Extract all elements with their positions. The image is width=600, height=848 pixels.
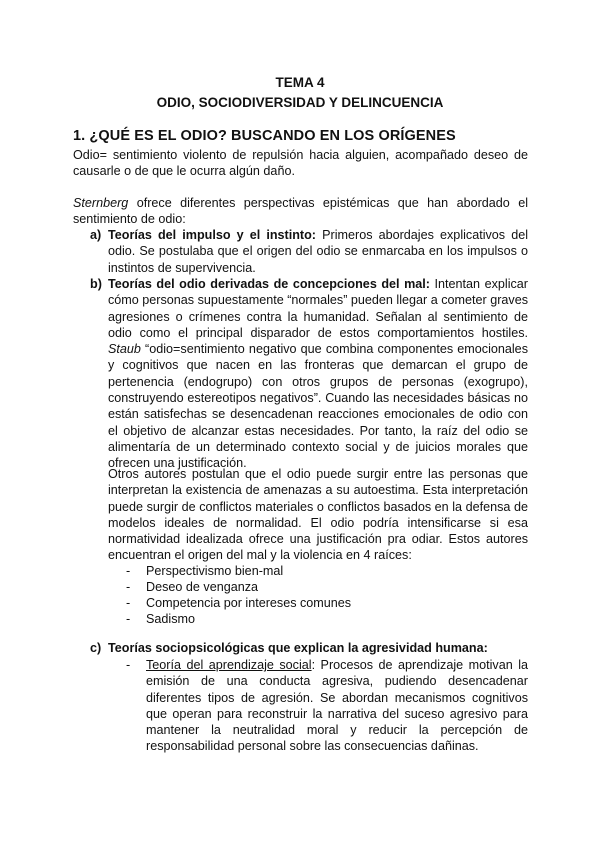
list-marker-a: a) — [90, 228, 102, 242]
list-dash: - — [126, 658, 131, 672]
section-heading: 1. ¿QUÉ ES EL ODIO? BUSCANDO EN LOS ORÍGENES — [73, 128, 456, 144]
item-c-sub-paragraph: Teoría del aprendizaje social: Procesos de aprendizaje motivan la emisión de una conducta agresiva, pudiendo desencadenar diferentes tipos de agresión. Se abordan mecanismos cognitivos que operan para reconstruir la narrativa del suceso agresivo para mantener la neutralidad moral y reducir la percepción de responsabilidad personal sobre las consecuencias dañinas. — [146, 658, 529, 754]
list-marker-b: b) — [90, 277, 102, 291]
item-a-title: Teorías del impulso y el instinto: — [108, 228, 317, 242]
author-sternberg: Sternberg — [73, 196, 129, 210]
list-marker-c: c) — [90, 641, 102, 655]
root-item: Sadismo — [146, 612, 195, 626]
list-dash: - — [126, 596, 131, 610]
document-subtitle: ODIO, SOCIODIVERSIDAD Y DELINCUENCIA — [156, 95, 444, 110]
document-title: TEMA 4 — [275, 75, 325, 90]
root-item: Deseo de venganza — [146, 580, 259, 594]
item-b-paragraph-2: Otros autores postulan que el odio puede surgir entre las personas que interpretan la existencia de amenazas a su autoestima. Esta interpretación puede surgir de conflictos materiales o conflictos basados en la defensa de modelos ideales de normalidad. El odio podría intensificarse si esa normatividad idealizada ofrece una justificación pra odiar. Estos autores encuentran el origen del mal y la violencia en 4 raíces: — [108, 467, 528, 563]
root-item: Competencia por intereses comunes — [146, 596, 352, 610]
root-item: Perspectivismo bien-mal — [146, 564, 284, 578]
aprendizaje-social-term: Teoría del aprendizaje social — [146, 658, 312, 672]
list-dash: - — [126, 612, 131, 626]
item-b-title: Teorías del odio derivadas de concepciones del mal: — [108, 277, 430, 291]
item-c-title: Teorías sociopsicológicas que explican la agresividad humana: — [108, 641, 488, 655]
item-a-paragraph: Teorías del impulso y el instinto: Primeros abordajes explicativos del odio. Se postulaba que el origen del odio se enmarcaba en los impulsos o instintos de supervivencia. — [108, 228, 529, 275]
list-dash: - — [126, 580, 131, 594]
list-dash: - — [126, 564, 131, 578]
item-b-paragraph: Teorías del odio derivadas de concepciones del mal: Intentan explicar cómo personas supuestamente “normales” pueden llegar a cometer graves agresiones o crímenes contra la humanidad. Señalan al sentimiento de odio como el principal disparador de estos comportamientos hostiles. Staub “odio=sentimiento negativo que combina componentes emocionales y cognitivos que nacen en las fronteras que demarcan el grupo de pertenencia (endogrupo) con otros grupos de personas (exogrupo), construyendo estereotipos negativos”. Cuando las necesidades básicas no están satisfechas se desencadenan reacciones emocionales de odio con el objetivo de alcanzar estas necesidades. Por tanto, la raíz del odio se alimentaría de un determinado contexto social y de juicios morales que ofrecen una justificación. — [108, 277, 529, 471]
author-staub: Staub — [108, 342, 141, 357]
odio-definition: Odio= sentimiento violento de repulsión hacia alguien, acompañado deseo de causarle o de que le ocurra algún daño. — [73, 148, 528, 179]
intro-paragraph: Sternberg ofrece diferentes perspectivas epistémicas que han abordado el sentimiento de odio: — [73, 196, 528, 227]
